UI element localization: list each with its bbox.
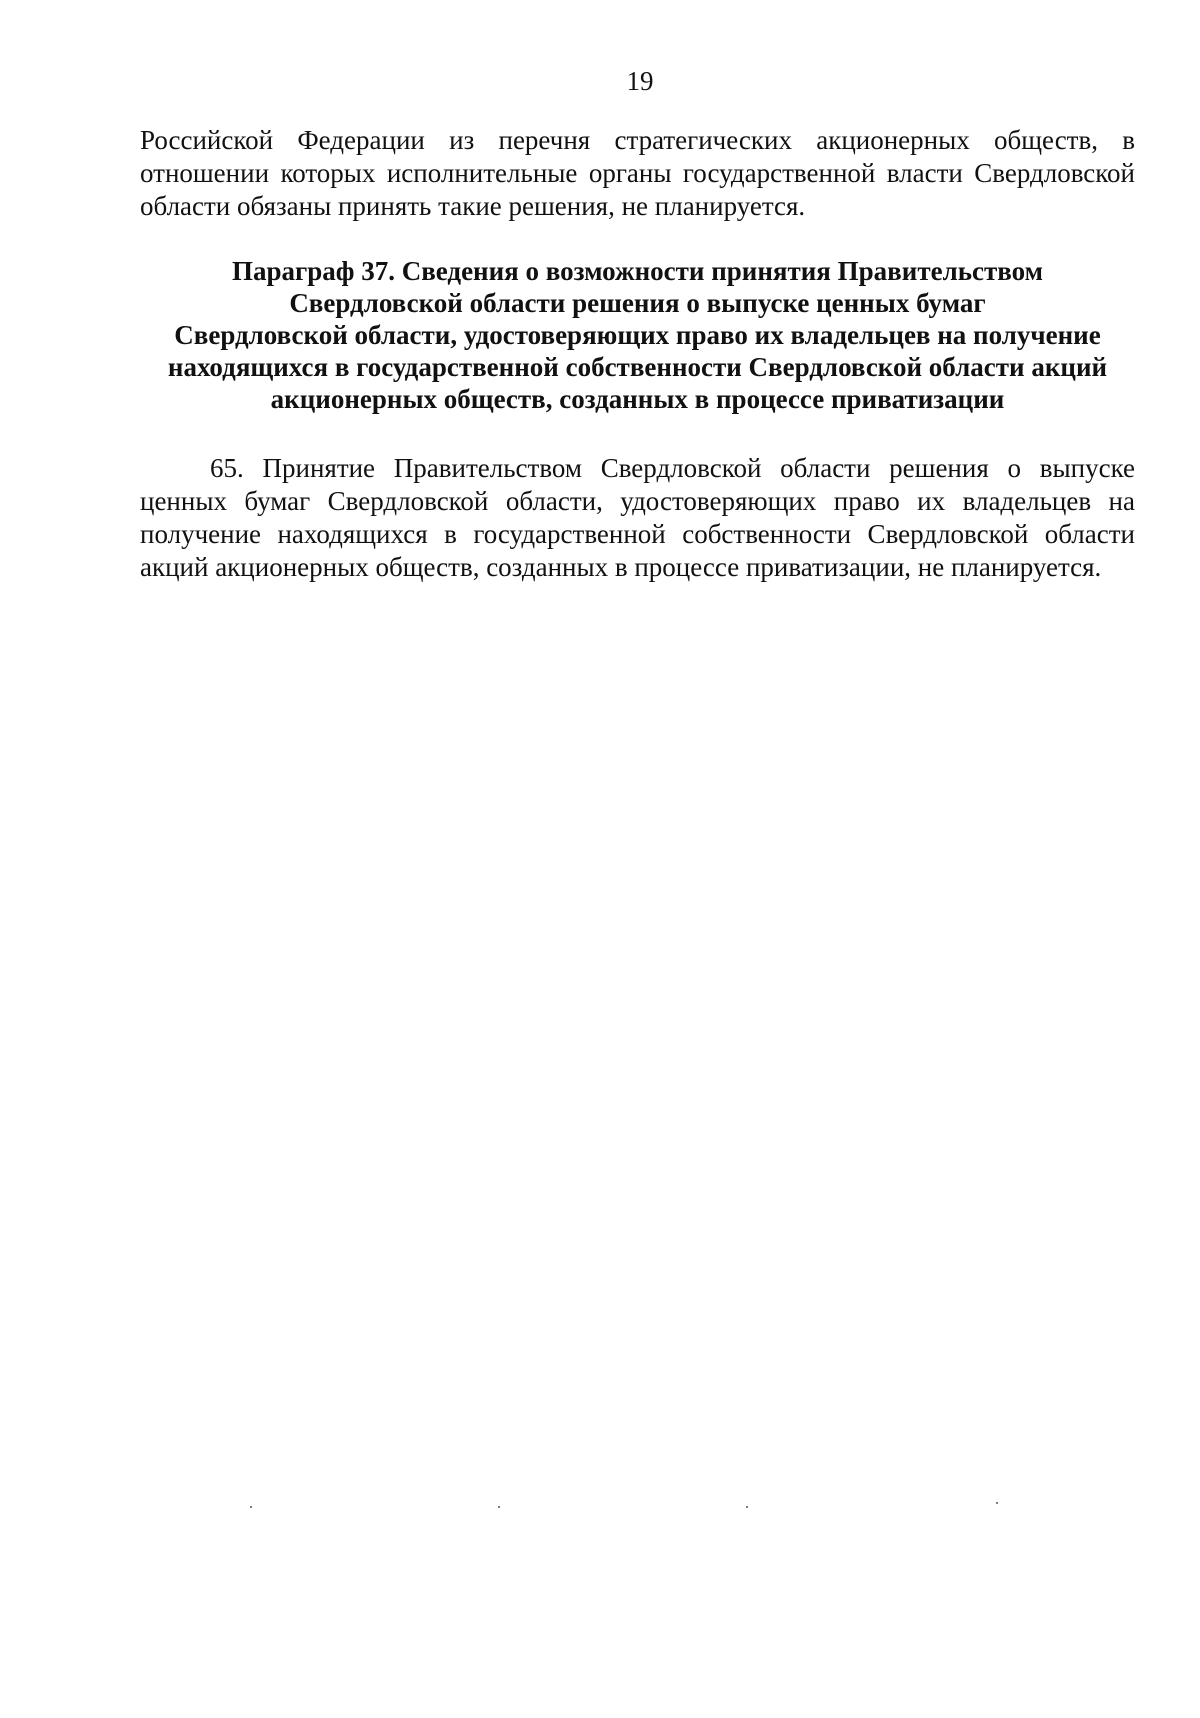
page-number: 19 — [626, 66, 654, 96]
heading-line: акционерных обществ, созданных в процессе приватизации — [270, 384, 1005, 414]
paragraph-65: 65. Принятие Правительством Свердловской области решения о выпуске ценных бумаг Свердловской области, удостоверяющих право их владельцев на получение находящихся в государственной собственности Свердловской области акций акционерных обществ, созданных в процессе приватизации, не планируется. — [140, 453, 1135, 582]
heading-line: Параграф 37. Сведения о возможности принятия Правительством — [231, 256, 1044, 286]
scan-artifact — [746, 1506, 748, 1508]
continued-paragraph: Российской Федерации из перечня стратегических акционерных обществ, в отношении которых исполнительные органы государственной власти Свердловской области обязаны принять такие решения, не планируется. — [140, 125, 1135, 221]
heading-line: находящихся в государственной собственности Свердловской области акций — [167, 352, 1108, 382]
scan-artifact — [250, 1506, 252, 1508]
heading-line: Свердловской области, удостоверяющих право их владельцев на получение — [174, 320, 1101, 350]
scan-artifact — [498, 1506, 500, 1508]
heading-line: Свердловской области решения о выпуске ценных бумаг — [289, 288, 986, 318]
section-heading — [140, 255, 1135, 415]
scan-artifact — [996, 1502, 998, 1504]
